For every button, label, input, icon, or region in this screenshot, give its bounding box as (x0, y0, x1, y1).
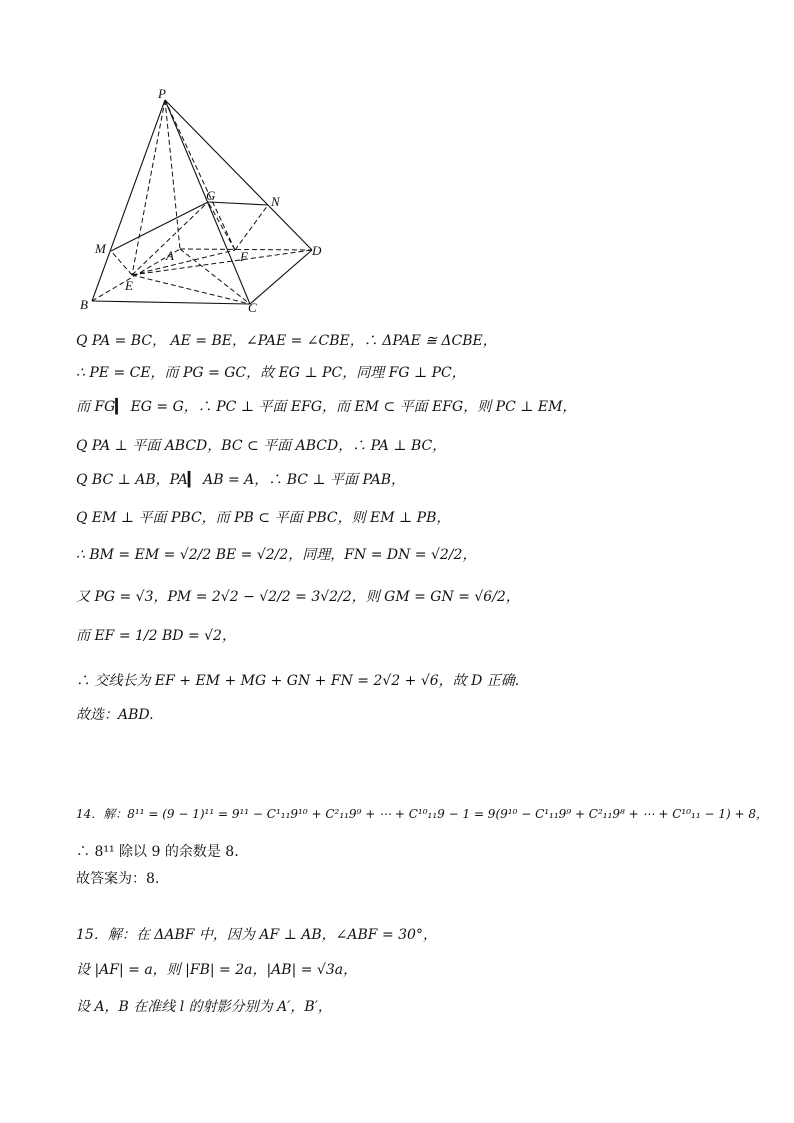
proof-line-9: 而 EF = 1/2 BD = √2， (76, 628, 236, 644)
label-G: G (206, 188, 216, 203)
label-A: A (166, 248, 174, 263)
label-N: N (271, 194, 280, 209)
problem-15-line-3: 设 A，B 在准线 l 的射影分别为 A′，B′， (76, 999, 332, 1015)
label-F: F (240, 249, 248, 264)
proof-line-1: Q PA = BC， AE = BE，∠PAE = ∠CBE，∴ ΔPAE ≅ ΔCBE， (76, 333, 497, 349)
proof-line-2: ∴ PE = CE，而 PG = GC，故 EG ⊥ PC，同理 FG ⊥ PC， (76, 365, 466, 381)
problem-14-solution: 14．解：8¹¹ = (9 − 1)¹¹ = 9¹¹ − C¹₁₁9¹⁰ + C²₁₁9⁹ + ⋯ + C¹⁰₁₁9 − 1 = 9(9¹⁰ − C¹₁₁9⁹ + C²₁₁9⁸ + ⋯ + C¹⁰₁₁ − 1) + 8， (76, 807, 768, 821)
proof-line-8: 又 PG = √3，PM = 2√2 − √2/2 = 3√2/2，则 GM = GN = √6/2， (76, 589, 520, 605)
label-C: C (248, 300, 257, 315)
label-E: E (125, 278, 133, 293)
proof-line-7: ∴ BM = EM = √2/2 BE = √2/2，同理，FN = DN = √2/2， (76, 547, 477, 563)
problem-15-line-2: 设 |AF| = a，则 |FB| = 2a，|AB| = √3a， (76, 962, 358, 978)
label-D: D (312, 243, 322, 258)
proof-line-11: 故选：ABD. (76, 707, 154, 723)
problem-14-answer: 故答案为：8. (76, 871, 160, 887)
proof-line-6: Q EM ⊥ 平面 PBC，而 PB ⊂ 平面 PBC，则 EM ⊥ PB， (76, 510, 451, 526)
label-B: B (80, 297, 88, 312)
proof-line-10: ∴ 交线长为 EF + EM + MG + GN + FN = 2√2 + √6，故 D 正确. (76, 673, 520, 689)
proof-line-4: Q PA ⊥ 平面 ABCD，BC ⊂ 平面 ABCD，∴ PA ⊥ BC， (76, 438, 447, 454)
problem-14-remainder: ∴ 8¹¹ 除以 9 的余数是 8. (76, 844, 239, 860)
label-P: P (158, 86, 166, 101)
proof-line-3: 而 FG▎ EG = G，∴ PC ⊥ 平面 EFG，而 EM ⊂ 平面 EFG，则 PC ⊥ EM， (76, 399, 577, 415)
pyramid-figure (70, 80, 340, 320)
problem-15-line-1: 15．解：在 ΔABF 中，因为 AF ⊥ AB，∠ABF = 30°， (76, 927, 437, 943)
proof-line-5: Q BC ⊥ AB，PA▎ AB = A，∴ BC ⊥ 平面 PAB， (76, 472, 406, 488)
label-M: M (95, 241, 106, 256)
